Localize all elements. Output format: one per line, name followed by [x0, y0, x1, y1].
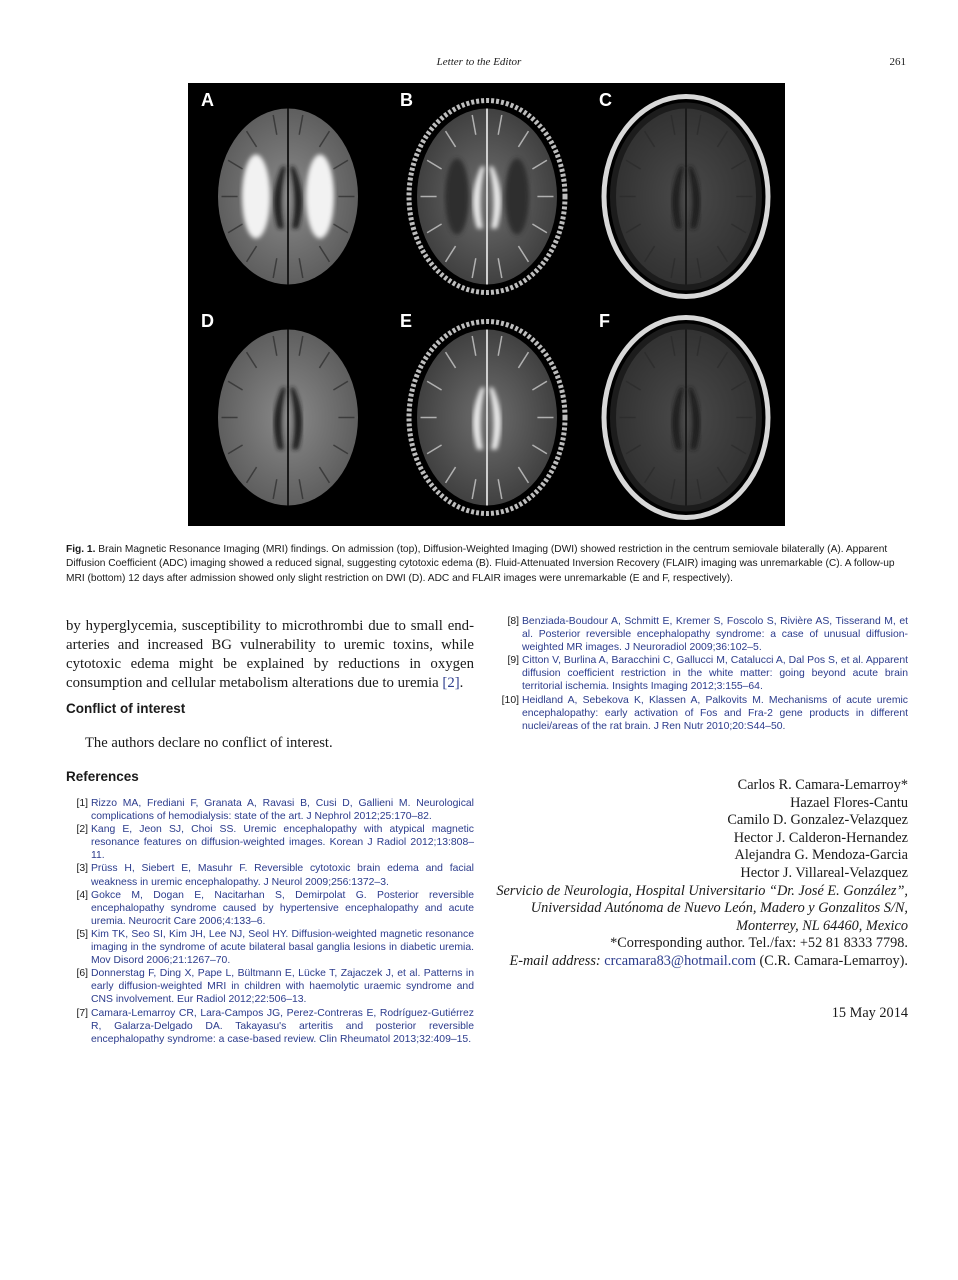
letter-date: 15 May 2014	[831, 1005, 908, 1021]
reference-number: [4]	[76, 889, 88, 901]
mri-panel-c	[587, 84, 785, 305]
panel-letter: E	[400, 311, 413, 331]
reference-item	[66, 797, 474, 823]
mri-panel-d	[189, 305, 387, 526]
conflict-heading: Conflict of interest	[66, 701, 186, 716]
reference-number: [5]	[76, 928, 88, 940]
reference-number: [6]	[76, 968, 88, 980]
reference-link[interactable]: Kang E, Jeon SJ, Choi SS. Uremic encephalopathy with atypical magnetic resonance features on diffusion-weighted images. Korean J Radiol 2012;13:808–11.	[91, 824, 474, 862]
reference-list-right	[497, 615, 908, 733]
mri-slice-image	[189, 84, 387, 305]
reference-number: [2]	[76, 824, 88, 836]
mri-slice-image	[587, 305, 785, 526]
reference-item	[66, 862, 474, 888]
panel-letter: C	[599, 90, 612, 110]
caption-text: Brain Magnetic Resonance Imaging (MRI) findings. On admission (top), Diffusion-Weighted Imaging (DWI) showed restriction in the centrum semiovale bilaterally (A). Apparent Diffusion Coefficient (ADC) imaging showed a reduced signal, suggesting cytotoxic edema (B). Fluid-Attenuated Inversion Recovery (FLAIR) imaging was unremarkable (C). A follow-up MRI (bottom) 12 days after admission showed only slight restriction on DWI (D). ADC and FLAIR images were unremarkable (E and F, respectively).	[66, 544, 895, 584]
email-suffix: (C.R. Camara-Lemarroy).	[755, 952, 908, 969]
caption-label: Fig. 1.	[66, 544, 96, 555]
mri-panel-b	[388, 84, 586, 305]
signature-block	[488, 777, 908, 971]
reference-link[interactable]: Citton V, Burlina A, Baracchini C, Gallucci M, Catalucci A, Dal Pos S, et al. Apparent diffusion coefficient restriction in the white matter: going beyond acute brain territorial ischemia. Insights Imaging 2012;3:155–64.	[522, 655, 908, 693]
panel-letter: D	[201, 311, 214, 331]
reference-list-left	[66, 797, 474, 1046]
reference-item	[497, 694, 908, 733]
reference-number: [7]	[76, 1007, 88, 1019]
reference-number: [1]	[76, 798, 88, 809]
figure-caption	[66, 543, 908, 586]
reference-item	[66, 889, 474, 928]
mri-slice-image	[189, 305, 387, 526]
author-name: Hector J. Villareal-Velazquez	[740, 864, 908, 881]
mri-panel-f	[587, 305, 785, 526]
reference-number: [9]	[507, 655, 519, 667]
running-title: Letter to the Editor	[436, 56, 522, 68]
conflict-text: The authors declare no conflict of interest.	[85, 735, 333, 751]
author-name: Carlos R. Camara-Lemarroy*	[737, 777, 908, 793]
author-name: Hazael Flores-Cantu	[790, 794, 908, 811]
reference-item	[497, 654, 908, 693]
reference-item	[66, 967, 474, 1006]
reference-link[interactable]: Benziada-Boudour A, Schmitt E, Kremer S, Foscolo S, Rivière AS, Tisserand M, et al. Posterior reversible encephalopathy syndrome: a case of unusual diffusion-weighted MR images. J Neuroradiol 2009;36:102–5.	[522, 616, 908, 654]
reference-number: [3]	[76, 863, 88, 875]
panel-letter: B	[400, 90, 413, 110]
mri-panel-e	[388, 305, 586, 526]
panel-letter: A	[201, 90, 214, 110]
mri-slice-image	[587, 84, 785, 305]
citation-link[interactable]: [2]	[442, 675, 460, 691]
email-line	[488, 953, 908, 971]
right-hypointensity	[505, 159, 529, 235]
mri-panel-a	[189, 84, 387, 305]
body-paragraph	[66, 617, 474, 693]
reference-link[interactable]: Gokce M, Dogan E, Nacitarhan S, Demirpolat G. Posterior reversible encephalopathy syndrome caused by hypertensive encephalopathy and acute uremia. Neurocrit Care 2006;4:133–6.	[91, 889, 474, 927]
panel-letter: F	[599, 311, 610, 331]
right-hyperintensity	[306, 155, 334, 239]
reference-link[interactable]: Donnerstag F, Ding X, Pape L, Bültmann E, Lücke T, Zajaczek J, et al. Patterns in early diffusion-weighted MRI in children with haemolytic uraemic syndrome and CNS involvement. Eur Radiol 2012;22:506–13.	[91, 968, 474, 1006]
mri-figure	[188, 83, 785, 526]
paragraph-end: .	[459, 675, 464, 691]
left-hyperintensity	[242, 155, 270, 239]
affiliation-line: Universidad Autónoma de Nuevo León, Madero y Gonzalitos S/N,	[530, 900, 908, 917]
reference-link[interactable]: Rizzo MA, Frediani F, Granata A, Ravasi B, Cusi D, Gallieni M. Neurological complications of hemodialysis: state of the art. J Nephrol 2012;25:170–82.	[91, 798, 474, 823]
author-list	[488, 777, 908, 883]
reference-item	[66, 1007, 474, 1046]
author-name: Camilo D. Gonzalez-Velazquez	[727, 812, 908, 829]
running-head	[0, 56, 958, 72]
mri-slice-image	[388, 84, 586, 305]
reference-item	[497, 615, 908, 654]
references-heading: References	[66, 769, 139, 784]
reference-number: [8]	[507, 616, 519, 627]
affiliation	[488, 883, 908, 936]
mri-slice-image	[388, 305, 586, 526]
reference-link[interactable]: Heidland A, Sebekova K, Klassen A, Palkovits M. Mechanisms of acute uremic encephalopathy: early activation of Fos and Fra-2 gene products in different nuclei/areas of the rat brain. J Ren Nutr 2010;20:S44–50.	[522, 694, 908, 732]
reference-link[interactable]: Prüss H, Siebert E, Masuhr F. Reversible cytotoxic brain edema and facial weakness in uremic encephalopathy. J Neurol 2009;256:1372–3.	[91, 863, 474, 888]
author-name: Hector J. Calderon-Hernandez	[733, 829, 908, 846]
left-hypointensity	[445, 159, 469, 235]
affiliation-line: Servicio de Neurologia, Hospital Universitario “Dr. José E. González”,	[496, 882, 908, 899]
email-link[interactable]: crcamara83@hotmail.com	[604, 952, 756, 969]
reference-item	[66, 928, 474, 967]
reference-number: [10]	[501, 694, 519, 706]
affiliation-line: Monterrey, NL 64460, Mexico	[736, 917, 908, 934]
page-number: 261	[889, 56, 906, 68]
reference-item	[66, 823, 474, 862]
email-label: E-mail address:	[509, 952, 601, 969]
reference-link[interactable]: Kim TK, Seo SI, Kim JH, Lee NJ, Seol HY. Diffusion-weighted magnetic resonance imaging in the syndrome of acute bilateral basal ganglia lesions in diabetic uremia. Mov Disord 2006;21:1267–70.	[91, 928, 474, 967]
paragraph-text: by hyperglycemia, susceptibility to microthrombi due to small end-arteries and increased BG vulnerability to uremic toxins, while cytotoxic edema might be explained by reductions in oxygen consumption and cellular metabolism alterations due to uremia	[66, 618, 474, 691]
author-name: Alejandra G. Mendoza-Garcia	[734, 847, 908, 864]
corresponding-note: *Corresponding author. Tel./fax: +52 81 8333 7798.	[610, 935, 908, 952]
reference-link[interactable]: Camara-Lemarroy CR, Lara-Campos JG, Perez-Contreras E, Rodríguez-Gutiérrez R, Galarza-Delgado DA. Takayasu's arteritis and posterior reversible encephalopathy syndrome: a case-based review. Clin Rheumatol 2013;32:409–15.	[91, 1007, 474, 1045]
